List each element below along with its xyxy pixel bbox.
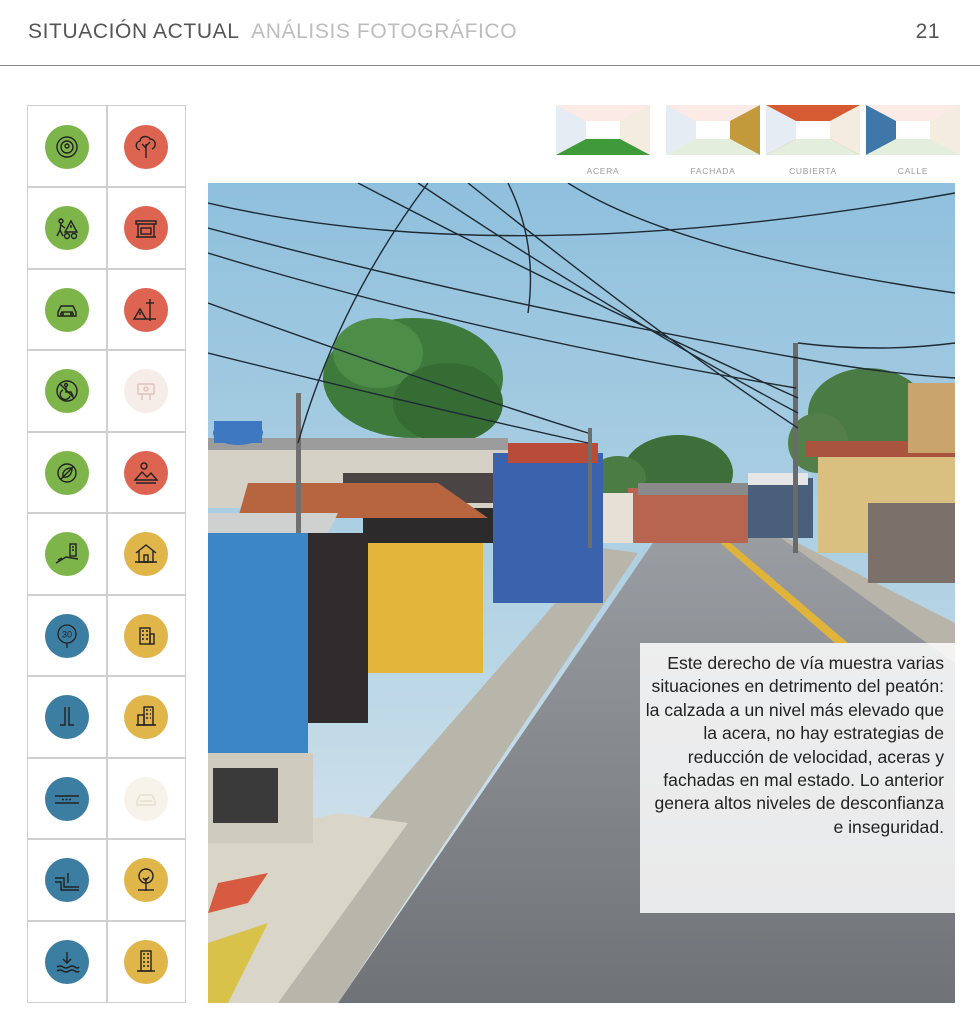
section-subtitle: ANÁLISIS FOTOGRÁFICO [251,20,518,43]
legend-calle-swatch [866,105,960,155]
legend-label-acera: ACERA [586,166,620,176]
car-faded-icon [124,777,168,821]
speed-limit-text: 30 [61,629,73,640]
legend-acera-swatch [556,105,650,155]
icon-cell [28,513,106,595]
leaf-no-icon [45,451,89,495]
page-title [28,20,517,44]
icon-cell [107,187,185,269]
building-small-icon [124,614,168,658]
icon-cell [107,839,185,921]
icon-cell [107,758,185,840]
icon-cell [28,676,106,758]
flood-icon [45,940,89,984]
electric-warning-icon [124,288,168,332]
speed-limit-30-icon [45,614,89,658]
legend-fachada [666,105,760,176]
pedestrian-warning-icon [45,206,89,250]
icon-cell [107,676,185,758]
icon-cell [107,106,185,188]
legend-label-fachada: FACHADA [690,166,736,176]
legend-cubierta [766,105,860,176]
house-icon [124,532,168,576]
legend-acera [556,105,650,176]
icon-cell [107,269,185,351]
drainage-icon [45,777,89,821]
market-stall-icon [124,206,168,250]
icon-cell [28,269,106,351]
pole-icon [45,695,89,739]
icon-cell [28,187,106,269]
page-header [0,0,980,66]
legend-calle [866,105,960,176]
icon-cell [107,513,185,595]
photo-caption: Este derecho de vía muestra varias situaciones en detrimento del peatón: la calzada a un nivel más elevado que la acera, no hay estrategias de reducción de velocidad, aceras y fachadas en mal estado. Lo anterior genera altos niveles de desconfianza e inseguridad. [640,643,955,913]
tree-circle-icon [124,858,168,902]
icon-cell [28,921,106,1003]
icon-cell [107,595,185,677]
landscape-icon [124,451,168,495]
icon-cell [107,350,185,432]
section-title: SITUACIÓN ACTUAL [28,20,239,43]
legend-fachada-swatch [666,105,760,155]
sewer-pipe-icon [45,858,89,902]
icon-cell [28,432,106,514]
icon-cell [28,758,106,840]
icon-cell [107,921,185,1003]
legend-cubierta-swatch [766,105,860,155]
icon-cell [28,839,106,921]
signboard-icon [124,369,168,413]
icon-cell [107,432,185,514]
car-icon [45,288,89,332]
legend-label-cubierta: CUBIERTA [789,166,837,176]
no-wheelchair-icon [45,369,89,413]
icon-cell [28,350,106,432]
page-number: 21 [915,20,940,43]
tree-icon [124,125,168,169]
pedestrian-circle-icon [45,125,89,169]
icon-grid [27,105,186,1003]
icon-cell [28,106,106,188]
tower-icon [124,940,168,984]
road-construction-icon [45,532,89,576]
icon-cell [28,595,106,677]
building-icon [124,695,168,739]
legend-label-calle: CALLE [897,166,929,176]
